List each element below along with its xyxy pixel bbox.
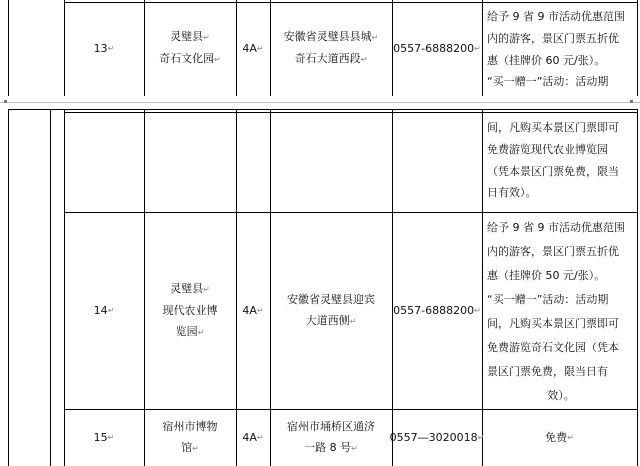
contact-phone: 0557-6888200 ↵ [393, 304, 481, 317]
contact-phone: 0557—3020018 ↵ [389, 431, 485, 444]
contact-phone: 0557-6888200 ↵ [393, 41, 481, 55]
page-corner-mark [4, 100, 7, 103]
discount-description: 给予 9 省 9 市活动优惠范围 内的游客，景区门票五折优 惠（挂牌价 50 元/张）。 “买一赠一”活动：活动期 间，凡购买本景区门票即可 免费游览奇石文化园（凭本 景区门票免费，限当日有 效）。 [487, 221, 625, 402]
table-border [50, 109, 51, 466]
scenic-name: 灵璧县↵ 现代农业博 览园↵ [162, 282, 218, 338]
table-border [64, 112, 638, 113]
page-break-line [0, 102, 640, 103]
table-border [637, 0, 638, 96]
scenic-level: 4A ↵ [242, 304, 264, 317]
discount-description-continued: 间，凡购买本景区门票即可 免费游览现代农业博览园 （凭本景区门票免费，限当 日有效）。 [487, 121, 619, 200]
discount-description: 免费 ↵ [545, 431, 574, 444]
scenic-address: 宿州市埇桥区通济 一路 8 号↵ [287, 420, 375, 454]
table-border [8, 109, 638, 110]
table-border [637, 109, 638, 466]
scenic-address: 安徽省灵璧县迎宾 大道西侧↵ [287, 293, 375, 327]
scenic-address: 安徽省灵璧县县城↵ 奇石大道西段↵ [283, 30, 379, 65]
table-border [8, 109, 9, 466]
scenic-level: 4A ↵ [242, 431, 264, 444]
row-number: 15 ↵ [93, 431, 115, 444]
scenic-name: 宿州市博物 馆↵ [162, 420, 218, 454]
page-corner-mark [630, 100, 633, 103]
table-border [482, 0, 483, 96]
scenic-name: 灵璧县↵ 奇石文化园↵ [159, 30, 221, 65]
row-number: 13 ↵ [93, 41, 115, 55]
discount-description: 给予 9 省 9 市活动优惠范围 内的游客，景区门票五折优 惠（挂牌价 60 元/张）。 “买一赠一”活动：活动期 [487, 10, 625, 89]
row-number: 14 ↵ [93, 304, 115, 317]
table-border [8, 0, 9, 96]
scenic-level: 4A ↵ [242, 41, 264, 55]
